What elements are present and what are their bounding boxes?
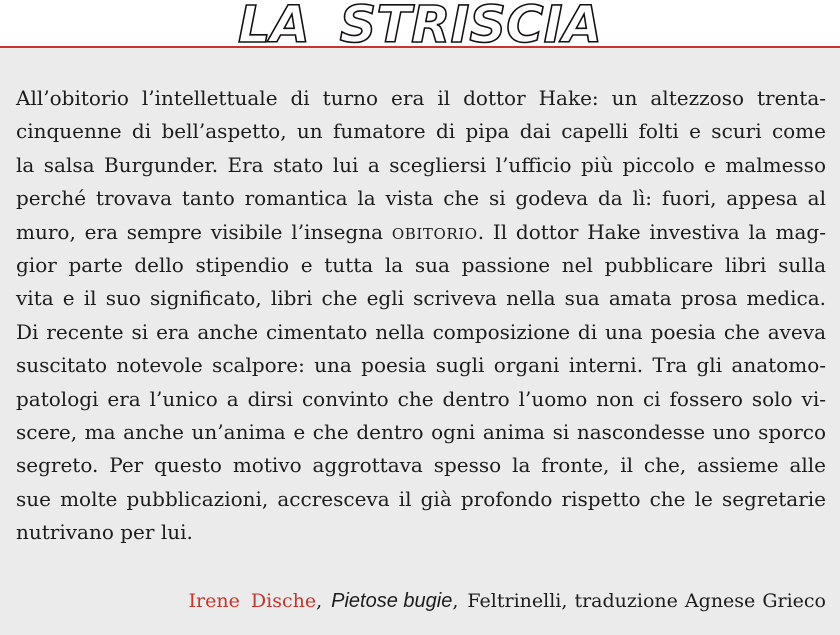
paragraph-line: perché trovava tanto romantica la vista che si godeva da lì: fuori, appesa al: [16, 186, 826, 211]
paragraph-line: vita e il suo significato, libri che egli scriveva nella sua amata prosa medica.: [16, 286, 826, 311]
paragraph-line: sue molte pubblicazioni, accresceva il già profondo rispetto che le segretarie: [16, 486, 826, 511]
paragraph-line: suscitato notevole scalpore: una poesia sugli organi interni. Tra gli anatomo-: [16, 353, 826, 378]
paragraph-text: muro, era sempre visibile l’insegna: [16, 219, 392, 244]
paragraph-text: . Il dottor Hake investiva la mag-: [477, 219, 826, 244]
masthead: [0, 0, 840, 46]
citation-separator: ,: [316, 590, 323, 612]
book-title: Pietose bugie: [331, 590, 453, 612]
site-title[interactable]: LA STRISCIA: [237, 0, 603, 46]
paragraph-line: nutrivano per lui.: [16, 520, 193, 545]
author-name[interactable]: Irene Dische: [188, 590, 317, 612]
paragraph-line: cinquenne di bell’aspetto, un fumatore di pipa dai capelli folti e scuri come: [16, 119, 826, 144]
paragraph-line: scere, ma anche un’anima e che dentro ogni anima si nascondesse uno sporco: [16, 419, 826, 444]
paragraph-line: segreto. Per questo motivo aggrottava spesso la fronte, il che, assieme alle: [16, 453, 826, 478]
paragraph-line: gior parte dello stipendio e tutta la sua passione nel pubblicare libri sulla: [16, 252, 826, 277]
small-caps-word: OBITORIO: [391, 224, 478, 243]
excerpt-paragraph: [16, 82, 826, 549]
publication-details: Feltrinelli, traduzione Agnese Grieco: [467, 590, 826, 612]
paragraph-line: patologi era l’unico a dirsi convinto che dentro l’uomo non ci fossero solo vi-: [16, 386, 826, 411]
paragraph-line: la salsa Burgunder. Era stato lui a scegliersi l’ufficio più piccolo e malmesso: [16, 152, 826, 177]
paragraph-line: All’obitorio l’intellettuale di turno era il dottor Hake: un altezzoso trenta-: [16, 86, 826, 110]
citation-separator: ,: [452, 590, 459, 612]
paragraph-line: Di recente si era anche cimentato nella composizione di una poesia che aveva: [16, 319, 826, 344]
citation: [189, 586, 826, 616]
paragraph-line: [16, 216, 826, 249]
header-divider: [0, 46, 840, 48]
